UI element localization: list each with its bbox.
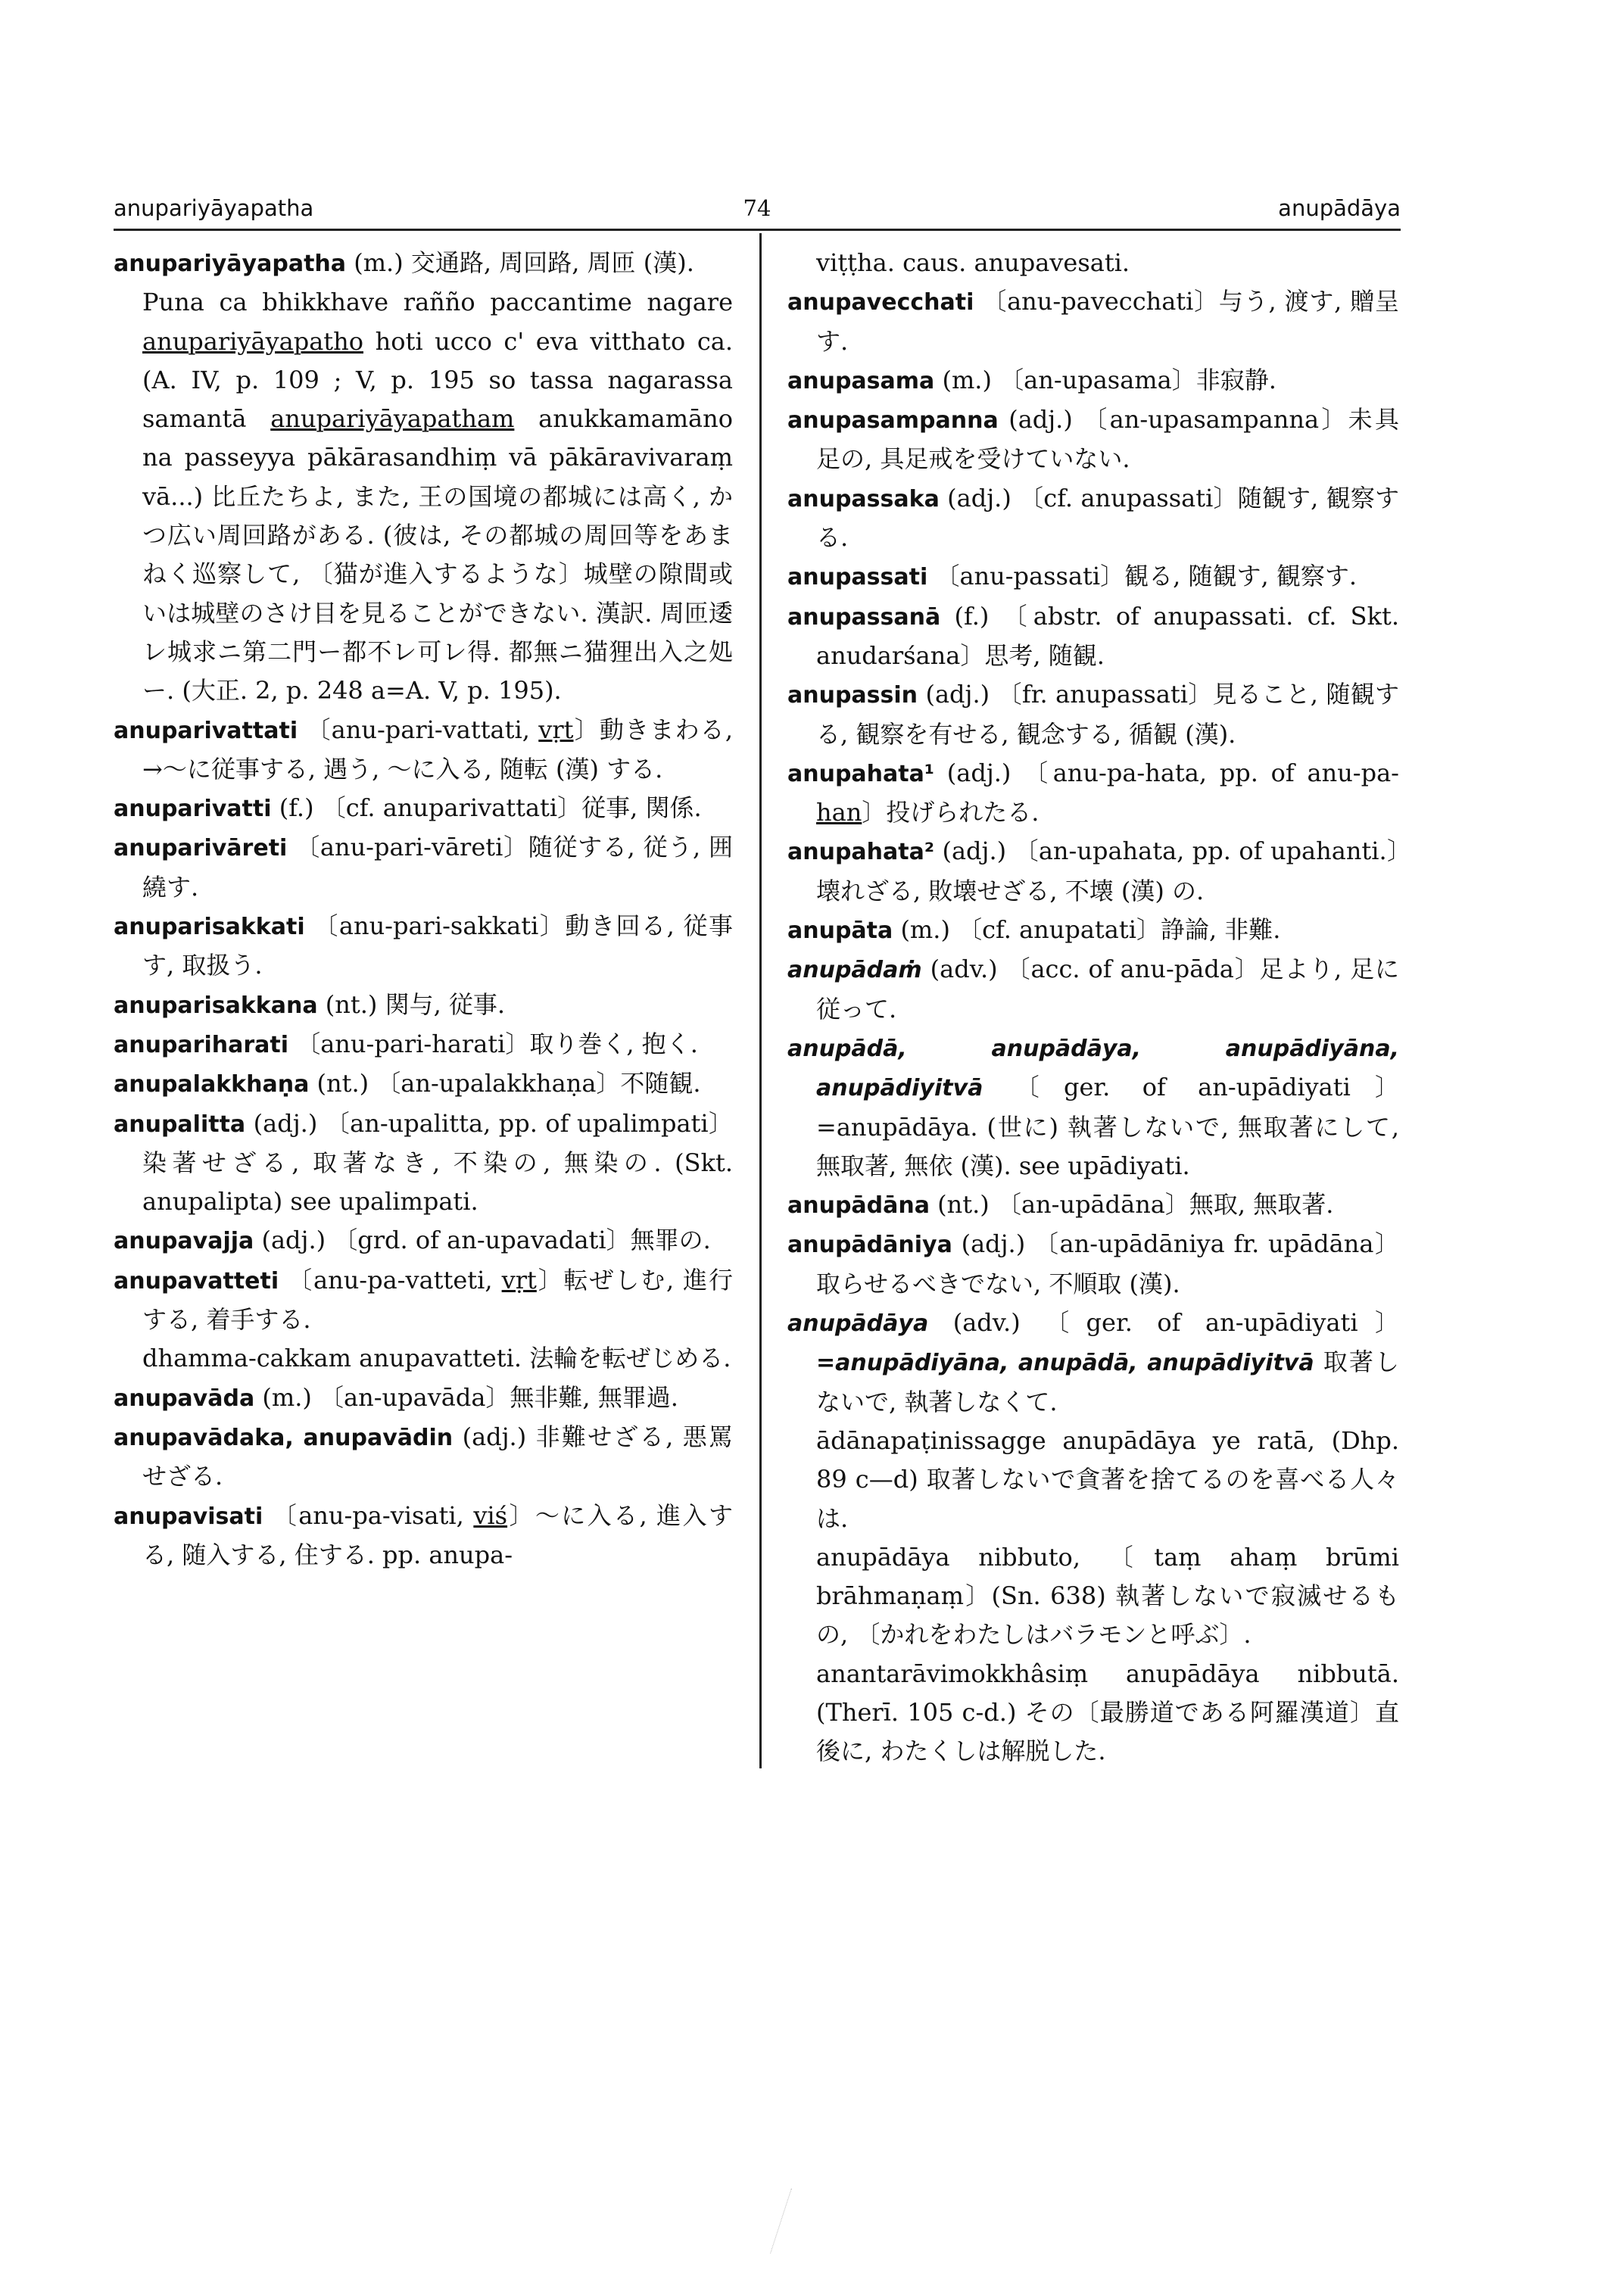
- variant-forms: =anupādiyāna, anupādā, anupādiyitvā: [816, 1350, 1314, 1377]
- root-term: vṛt: [501, 1265, 537, 1294]
- headword: anupavecchati: [787, 289, 974, 316]
- dictionary-entry: [114, 907, 733, 986]
- dictionary-entry: [787, 832, 1399, 911]
- quote-text: Puna ca bhikkhave rañño paccantime nagare: [142, 288, 733, 317]
- dictionary-entry: [787, 950, 1399, 1029]
- headword: anuparivatti: [114, 796, 272, 823]
- headword: anupariyāyapatha: [114, 251, 347, 277]
- headword: anuparisakkana: [114, 992, 318, 1019]
- headword: anuparisakkati: [114, 914, 305, 941]
- running-head-left: anupariyāyapatha: [114, 195, 314, 221]
- definition: (f.) 〔abstr. of anupassati. cf. Skt. anudarśana〕思考, 随観.: [816, 601, 1399, 670]
- quote-text: hoti ucco c' eva vitthato ca. (A. IV, p. 109 ; V, p. 195 so tassa nagarassa samantā: [142, 326, 733, 434]
- dictionary-entry: [114, 828, 733, 907]
- headword: anupalakkhaṇa: [114, 1071, 310, 1098]
- dictionary-entry: [787, 400, 1399, 479]
- dictionary-entry: [787, 911, 1399, 950]
- dictionary-entry: [114, 986, 733, 1025]
- definition: (m.) 〔an-upavāda〕無非難, 無罪過.: [254, 1382, 678, 1412]
- headword: anupasampanna: [787, 407, 999, 435]
- headword: anupassin: [787, 682, 918, 709]
- dictionary-entry: [114, 711, 733, 790]
- definition: (adj.) 〔cf. anupassati〕随観す, 観察する.: [816, 483, 1399, 553]
- dictionary-entry: [114, 1104, 733, 1222]
- dictionary-entry: [787, 282, 1399, 361]
- dictionary-entry: [114, 244, 733, 283]
- entry-continuation: viṭṭha. caus. anupavesati.: [816, 248, 1130, 277]
- definition: (f.) 〔cf. anuparivattati〕従事, 関係.: [271, 793, 702, 823]
- quote-text: anukkamamāno na passeyya pākārasandhiṃ vā pākāravivaraṃ vā...) 比丘たちよ, また, 王の国境の都城には高く, かつ広い周回路がある. (彼は, その都城の周回等をあまねく巡察して, 〔猫が進入するような〕城壁の隙間或いは城壁のさけ目を見ることができない. 漢訳. 周匝逶レ城求ニ第二門ー都不レ可レ得. 都無ニ猫狸出入之処ー. (大正. 2, p. 248 a=A. V, p. 195).: [142, 404, 733, 706]
- headword: anupasama: [787, 367, 935, 394]
- header-rule: [114, 229, 1401, 231]
- definition: (m.) 〔cf. anupatati〕諍論, 非難.: [893, 915, 1281, 945]
- example-quote: [114, 283, 733, 710]
- headword: anupādaṁ: [787, 957, 922, 984]
- right-column: [787, 244, 1399, 1771]
- definition: 取著しないで, 執著しなくて.: [816, 1347, 1399, 1416]
- headword: anupādāya: [787, 1310, 929, 1338]
- headword: anupādāniya: [787, 1232, 952, 1259]
- example-quote: ādānapaṭinissagge anupādāya ye ratā, (Dhp. 89 c—d) 取著しないで貪著を捨てるのを喜べる人々は.: [816, 1425, 1399, 1533]
- root-term: viś: [473, 1500, 508, 1530]
- example-quote: dhamma-cakkam anupavatteti. 法輪を転ぜじめる.: [142, 1344, 731, 1373]
- dictionary-entry: [114, 1418, 733, 1497]
- headword: anupāta: [787, 918, 893, 945]
- dictionary-entry: [787, 754, 1399, 833]
- headword: anupassaka: [787, 485, 940, 512]
- page-number: 74: [743, 195, 771, 221]
- definition: (adj.) 〔an-upādāniya fr. upādāna〕取らせるべきでない, 不順取 (漢).: [816, 1229, 1399, 1298]
- definition: 〔ger. of an-upādiyati〕=anupādāya. (世に) 執著しないで, 無取著にして, 無取著, 無依 (漢). see upādiyati.: [816, 1073, 1399, 1180]
- definition: 〔anu-pa-visati,: [263, 1500, 474, 1530]
- headword: anupahata²: [787, 839, 935, 866]
- dictionary-entry: [114, 1221, 733, 1260]
- left-column: [114, 244, 733, 1575]
- headword: anupavatteti: [114, 1267, 279, 1294]
- definition: 〕動きまわる, →〜に従事する, 遇う, 〜に入る, 随転 (漢) する.: [142, 715, 733, 784]
- dictionary-entry: [787, 479, 1399, 558]
- dictionary-entry: [787, 1304, 1399, 1422]
- definition: 〔anu-pa-vatteti,: [279, 1265, 502, 1294]
- headword: anuparivattati: [114, 717, 298, 744]
- definition: (adj.) 〔an-upalitta, pp. of upalimpati〕染著せざる, 取著なき, 不染の, 無染の. (Skt. anupalipta) see upalimpati.: [142, 1108, 733, 1217]
- dictionary-entry: [114, 1064, 733, 1104]
- dictionary-entry: [114, 789, 733, 828]
- headword: anupahata¹: [787, 760, 935, 787]
- headword: anupassati: [787, 564, 928, 591]
- example-quote: anantarāvimokkhâsiṃ anupādāya nibbutā. (Therī. 105 c-d.) その〔最勝道である阿羅漢道〕直後に, わたくしは解脱した.: [816, 1659, 1399, 1766]
- definition: (adv.) 〔ger. of an-upādiyati〕: [928, 1308, 1399, 1338]
- column-divider: [759, 233, 762, 1768]
- definition: (adj.) 〔anu-pa-hata, pp. of anu-pa-: [934, 758, 1399, 787]
- root-term: han: [816, 798, 862, 827]
- definition: (adj.) 非難せざる, 悪罵せざる.: [142, 1422, 733, 1491]
- definition: (adj.) 〔an-upahata, pp. of upahanti.〕壊れざる, 敗壊せざる, 不壊 (漢) の.: [816, 837, 1399, 905]
- dictionary-entry: [787, 675, 1399, 754]
- definition: (nt.) 〔an-upādāna〕無取, 無取著.: [930, 1190, 1334, 1220]
- definition: 〔anu-pavecchati〕与う, 渡す, 贈呈す.: [816, 287, 1399, 356]
- underlined-term: anupariyāyapatham: [270, 404, 515, 434]
- headword: anupassanā: [787, 603, 941, 631]
- dictionary-entry: [114, 1261, 733, 1340]
- dictionary-entry: [114, 1379, 733, 1418]
- headword: anupādā, anupādāya, anupādiyāna, anupādiyitvā: [787, 1035, 1399, 1102]
- dictionary-entry: [114, 1025, 733, 1064]
- headword: anupavādaka, anupavādin: [114, 1424, 454, 1451]
- definition: (m.) 交通路, 周回路, 周匝 (漢).: [346, 248, 694, 277]
- definition: (nt.) 関与, 従事.: [317, 989, 506, 1019]
- definition: 〕転ぜしむ, 進行する, 着手する.: [142, 1265, 733, 1335]
- dictionary-entry: [787, 1029, 1399, 1185]
- definition: (adj.) 〔fr. anupassati〕見ること, 随観する, 観察を有せる, 観念する, 循観 (漢).: [816, 680, 1399, 749]
- underlined-term: anupariyāyapatho: [142, 326, 363, 356]
- dictionary-entry: [787, 1185, 1399, 1225]
- headword: anupalitta: [114, 1111, 246, 1138]
- example-quote: anupādāya nibbuto, 〔taṃ ahaṃ brūmi brāhmaṇaṃ〕(Sn. 638) 執著しないで寂滅せるもの, 〔かれをわたしはバラモンと呼ぶ〕.: [816, 1542, 1399, 1650]
- dictionary-entry: [787, 361, 1399, 400]
- definition: (adv.) 〔acc. of anu-pāda〕足より, 足に従って.: [816, 955, 1399, 1023]
- definition: 〔anu-pari-vāreti〕随従する, 従う, 囲繞す.: [142, 833, 733, 902]
- headword: anuparivāreti: [114, 835, 288, 862]
- headword: anupādāna: [787, 1192, 930, 1220]
- definition: 〕投げられたる.: [862, 798, 1040, 827]
- definition: (nt.) 〔an-upalakkhaṇa〕不随観.: [309, 1069, 701, 1098]
- headword: anupavajja: [114, 1228, 254, 1255]
- scan-artifact: [770, 2189, 821, 2263]
- headword: anupavāda: [114, 1385, 255, 1412]
- headword: anupariharati: [114, 1031, 289, 1058]
- dictionary-entry: [787, 597, 1399, 676]
- dictionary-entry: [787, 557, 1399, 597]
- definition: 〔anu-passati〕観る, 随観す, 観察す.: [927, 562, 1357, 591]
- definition: 〕〜に入る, 進入する, 随入する, 住する. pp. anupa-: [142, 1500, 733, 1569]
- dictionary-entry: [787, 1225, 1399, 1304]
- definition: (adj.) 〔grd. of an-upavadati〕無罪の.: [254, 1226, 711, 1255]
- definition: (m.) 〔an-upasama〕非寂静.: [934, 365, 1276, 394]
- definition: 〔anu-pari-vattati,: [298, 715, 539, 744]
- definition: (adj.) 〔an-upasampanna〕未具足の, 具足戒を受けていない.: [816, 405, 1399, 474]
- definition: 〔anu-pari-harati〕取り巻く, 抱く.: [288, 1029, 698, 1058]
- running-head-right: anupādāya: [1278, 195, 1401, 221]
- page-header: [114, 193, 1401, 223]
- definition: 〔anu-pari-sakkati〕動き回る, 従事す, 取扱う.: [142, 911, 733, 980]
- root-term: vṛt: [538, 715, 574, 744]
- headword: anupavisati: [114, 1503, 263, 1530]
- dictionary-entry: [114, 1497, 733, 1575]
